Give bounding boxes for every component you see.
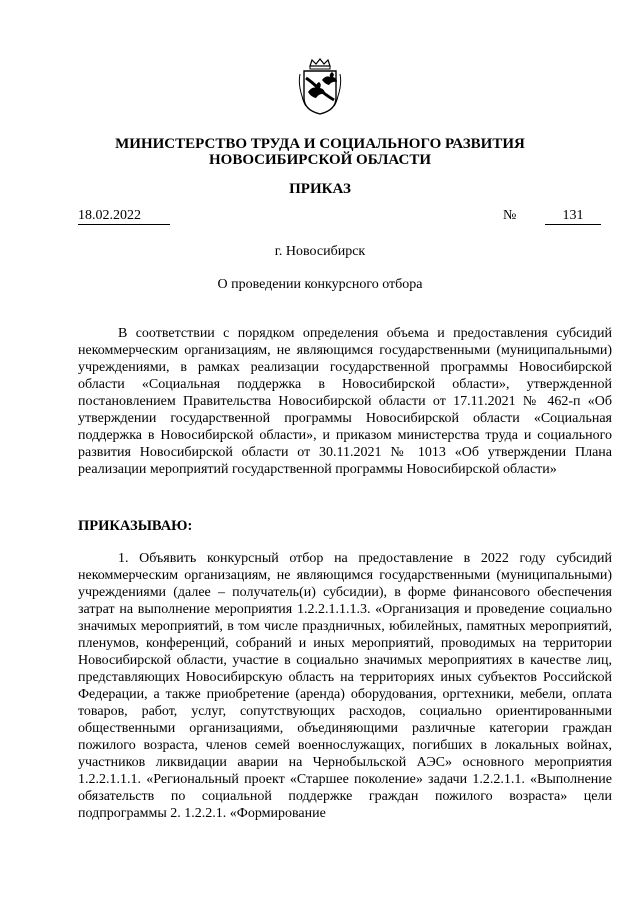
document-date: 18.02.2022 — [78, 208, 170, 225]
coat-of-arms-icon — [298, 58, 342, 116]
document-number: 131 — [545, 208, 601, 225]
order-word: ПРИКАЗЫВАЮ: — [78, 518, 193, 534]
order-item-1: 1. Объявить конкурсный отбор на предоставление в 2022 году субсидий некоммерческим организациям, не являющимся государственными (муниципальными) учреждениями (далее – получатель(и) субсидии), в форме финансового обеспечения затрат на выполнение мероприятия 1.2.2.1.1.1.3. «Организация и проведение социально значимых мероприятий, в том числе праздничных, юбилейных, памятных мероприятий, пленумов, конференций, собраний и иных мероприятий, проводимых на территории Новосибирской области, участие в социально значимых мероприятиях в качестве лиц, представляющих Новосибирскую область на территориях иных субъектов Российской Федерации, а также приобретение (аренда) оборудования, оргтехники, мебели, оплата товаров, работ, услуг, сопутствующих расходов, социально ориентированными общественными организациями, объединяющими различные категории граждан пожилого возраста, членов семей военнослужащих, погибших в локальных войнах, участников ликвидации аварии на Чернобыльской АЭС» основного мероприятия 1.2.2.1.1.1. «Региональный проект «Старшее поколение» задачи 1.2.2.1.1. «Выполнение обязательств по социальной поддержке граждан пожилого возраста» цели подпрограммы 2. 1.2.2.1. «Формирование — [78, 551, 612, 821]
ministry-title-line-2: НОВОСИБИРСКОЙ ОБЛАСТИ — [208, 152, 432, 168]
number-sign: № — [503, 208, 517, 223]
document-type: ПРИКАЗ — [289, 181, 351, 197]
document-subject: О проведении конкурсного отбора — [217, 277, 423, 292]
preamble-paragraph: В соответствии с порядком определения объема и предоставления субсидий некоммерческим организациям, не являющимся государственными (муниципальными) учреждениями, в рамках реализации государственной программы Новосибирской области «Социальная поддержка в Новосибирской области», утвержденной постановлением Правительства Новосибирской области от 17.11.2021 № 462-п «Об утверждении государственной программы Новосибирской области «Социальная поддержка в Новосибирской области», и приказом министерства труда и социального развития Новосибирской области от 30.11.2021 № 1013 «Об утверждении Плана реализации мероприятий государственной программы Новосибирской области» — [78, 326, 612, 477]
ministry-title-line-1: МИНИСТЕРСТВО ТРУДА И СОЦИАЛЬНОГО РАЗВИТИЯ — [115, 136, 525, 152]
city: г. Новосибирск — [274, 244, 366, 259]
